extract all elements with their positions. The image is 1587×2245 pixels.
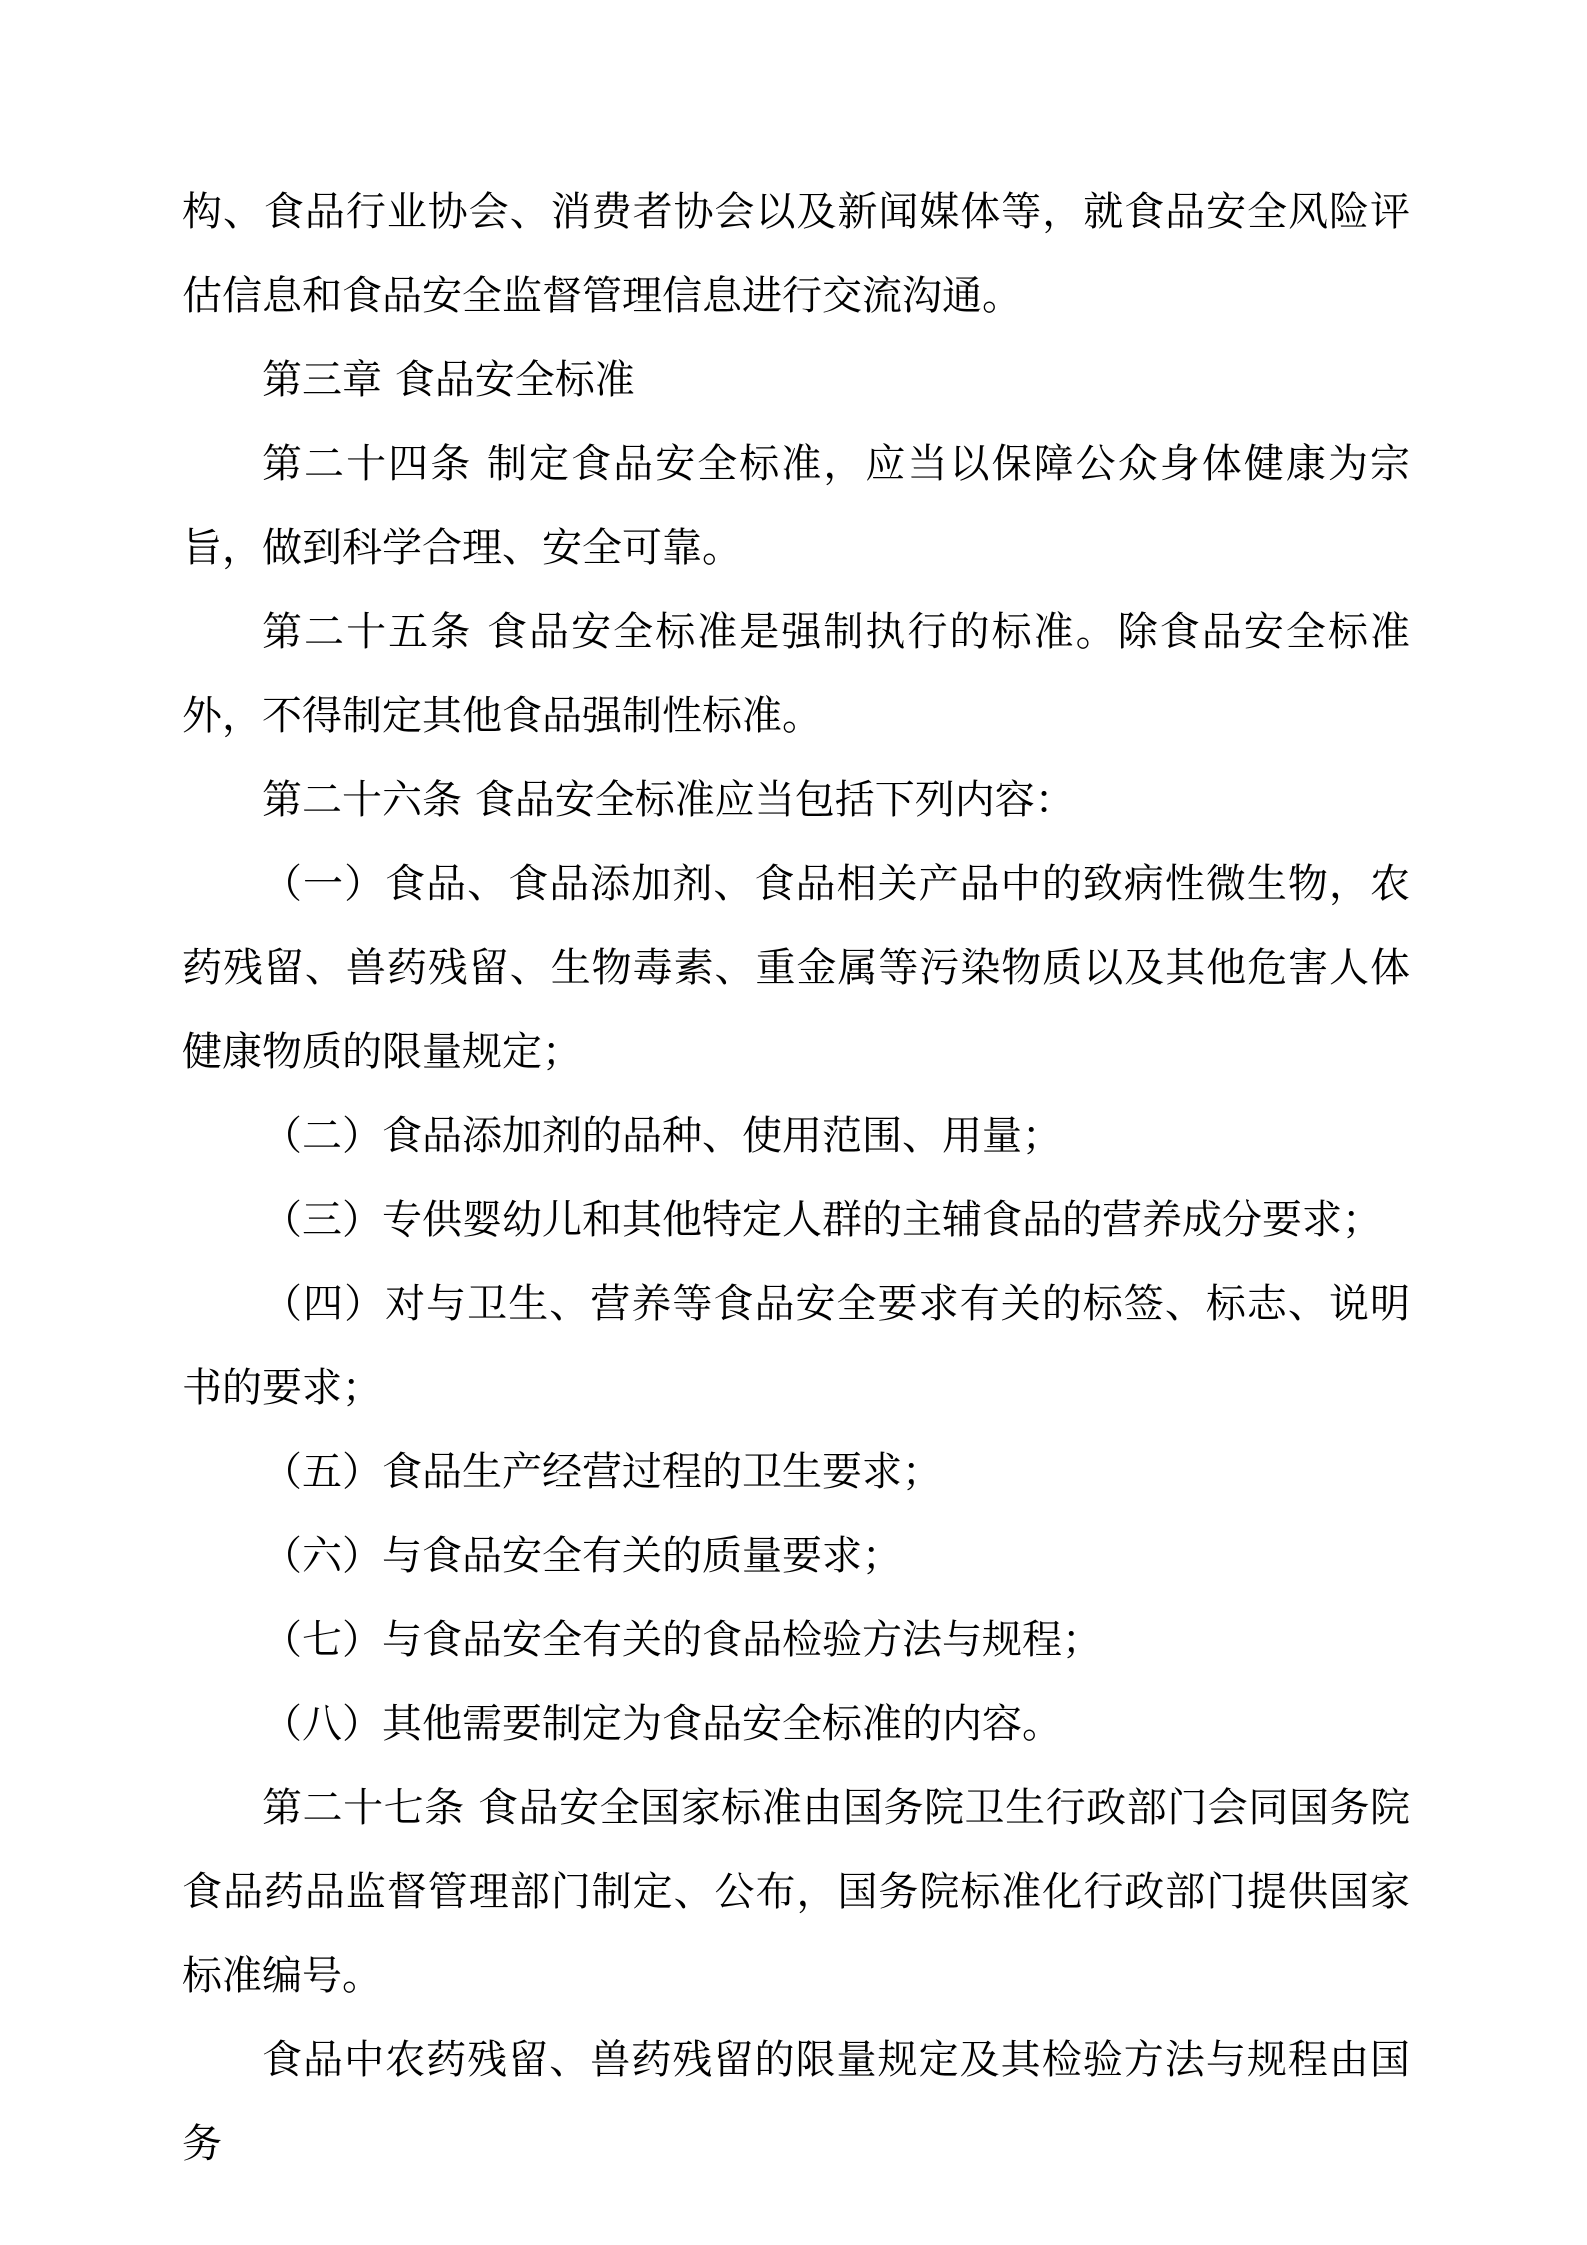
list-item-1: （一）食品、食品添加剂、食品相关产品中的致病性微生物，农药残留、兽药残留、生物毒素、重金属等污染物质以及其他危害人体健康物质的限量规定；	[182, 861, 1410, 1075]
article-27: 第二十七条 食品安全国家标准由国务院卫生行政部门会同国务院食品药品监督管理部门制定、公布，国务院标准化行政部门提供国家标准编号。	[182, 1785, 1410, 1999]
list-item-2: （二）食品添加剂的品种、使用范围、用量；	[262, 1113, 1062, 1159]
paragraph-continuation: 构、食品行业协会、消费者协会以及新闻媒体等，就食品安全风险评估信息和食品安全监督管理信息进行交流沟通。	[182, 189, 1410, 319]
list-item-6: （六）与食品安全有关的质量要求；	[262, 1533, 902, 1579]
article-26: 第二十六条 食品安全标准应当包括下列内容：	[262, 777, 1075, 823]
paragraph-pesticide-residue: 食品中农药残留、兽药残留的限量规定及其检验方法与规程由国务	[182, 2037, 1410, 2167]
list-item-3: （三）专供婴幼儿和其他特定人群的主辅食品的营养成分要求；	[262, 1197, 1382, 1243]
chapter-heading: 第三章 食品安全标准	[262, 357, 635, 403]
list-item-7: （七）与食品安全有关的食品检验方法与规程；	[262, 1617, 1102, 1663]
article-24: 第二十四条 制定食品安全标准，应当以保障公众身体健康为宗旨，做到科学合理、安全可靠。	[182, 441, 1410, 571]
list-item-4: （四）对与卫生、营养等食品安全要求有关的标签、标志、说明书的要求；	[182, 1281, 1410, 1411]
list-item-5: （五）食品生产经营过程的卫生要求；	[262, 1449, 942, 1495]
document-body	[182, 170, 1410, 2186]
article-25: 第二十五条 食品安全标准是强制执行的标准。除食品安全标准外，不得制定其他食品强制性标准。	[182, 609, 1410, 739]
list-item-8: （八）其他需要制定为食品安全标准的内容。	[262, 1701, 1062, 1747]
